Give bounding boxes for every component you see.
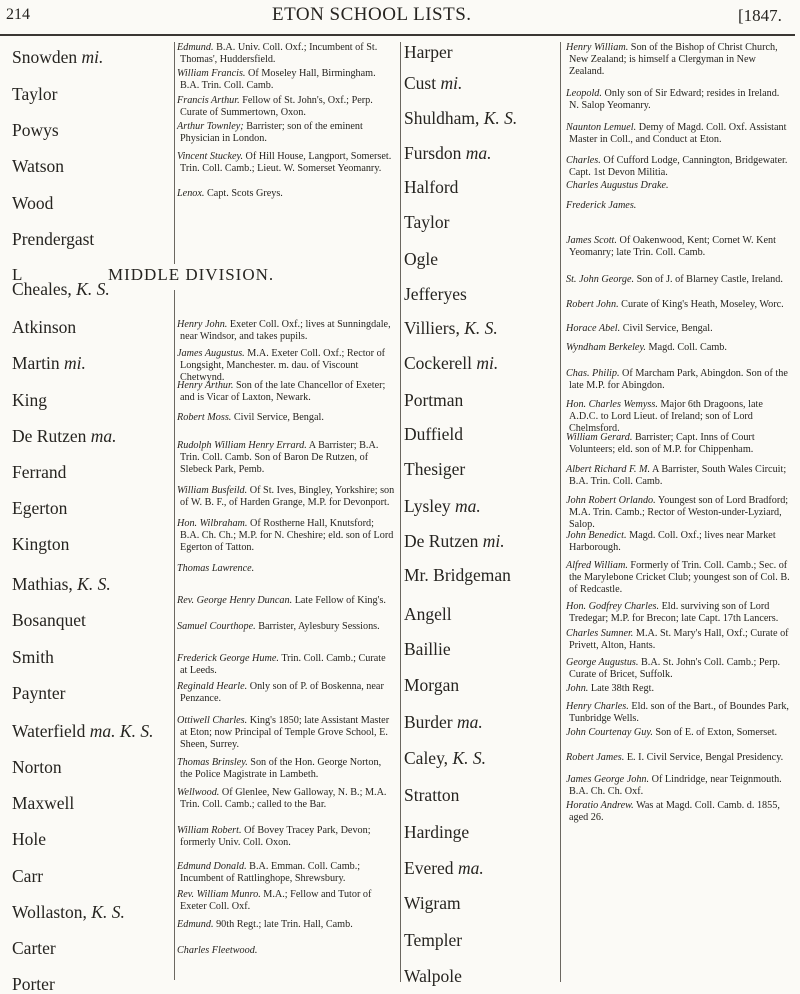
biography-entry — [566, 683, 791, 695]
biography-entry — [566, 464, 791, 488]
biography-entry — [177, 518, 395, 553]
name-suffix: ma. — [465, 143, 492, 163]
surname: Halford — [404, 177, 459, 197]
biography-entry — [177, 653, 395, 677]
surname-row — [12, 829, 46, 849]
surname-row — [404, 675, 459, 695]
given-names: Alfred William. — [566, 560, 628, 571]
biography-entry — [566, 601, 791, 625]
surname: Bosanquet — [12, 610, 86, 630]
surname: De Rutzen — [12, 426, 87, 446]
biography-entry — [566, 399, 791, 434]
surname: Hardinge — [404, 822, 470, 842]
surname: Ogle — [404, 249, 439, 269]
biography-text: Son of E. of Exton, Somerset. — [655, 727, 778, 738]
surname-row — [12, 390, 47, 410]
name-suffix: ma. — [90, 426, 117, 446]
surname: Smith — [12, 647, 54, 667]
biography-entry — [566, 560, 791, 595]
given-names: Horace Abel. — [566, 323, 621, 334]
surname: Duffield — [404, 424, 463, 444]
given-names: Charles Fleetwood. — [177, 945, 258, 956]
surname: Norton — [12, 757, 62, 777]
surname-row — [404, 496, 481, 516]
surname: Harper — [404, 42, 453, 62]
name-suffix: K. S. — [464, 318, 498, 338]
surname-row — [404, 604, 452, 624]
surname-row — [404, 284, 467, 304]
biography-entry — [566, 122, 791, 146]
biography-entry — [566, 432, 791, 456]
surname: Fursdon — [404, 143, 462, 163]
biography-text: Barrister; son of the eminent Physician in London. — [180, 121, 363, 144]
biography-entry — [177, 563, 395, 575]
surname: Powys — [12, 120, 59, 140]
biography-text: Trin. Coll. Camb.; Curate at Leeds. — [180, 653, 386, 676]
biography-entry — [177, 919, 395, 931]
surname-row — [12, 610, 86, 630]
surname: Watson — [12, 156, 65, 176]
surname: Portman — [404, 390, 464, 410]
biography-entry — [177, 825, 395, 849]
given-names: Henry Arthur. — [177, 380, 234, 391]
given-names: Henry William. — [566, 42, 629, 53]
biography-text: Of Bovey Tracey Park, Devon; formerly Univ. Coll. Oxon. — [180, 825, 371, 848]
name-suffix: mi. — [440, 73, 463, 93]
surname-row — [404, 143, 492, 163]
biography-entry — [177, 188, 395, 200]
biography-entry — [177, 42, 395, 66]
biography-text: Barrister, Aylesbury Sessions. — [258, 621, 380, 632]
surname-row — [404, 42, 453, 62]
name-suffix: mi. — [476, 353, 499, 373]
surname: Morgan — [404, 675, 460, 695]
biography-entry — [566, 495, 791, 530]
biography-entry — [566, 628, 791, 652]
biography-entry — [566, 342, 791, 354]
surname: Villiers, — [404, 318, 460, 338]
biography-text: Son of J. of Blarney Castle, Ireland. — [636, 274, 783, 285]
given-names: Edmund. — [177, 919, 214, 930]
surname: Cheales, — [12, 279, 72, 299]
biography-text: Son of the late Chancellor of Exeter; and is Vicar of Laxton, Newark. — [180, 380, 386, 403]
surname: Paynter — [12, 683, 66, 703]
surname-row — [404, 822, 469, 842]
given-names: Leopold. — [566, 88, 602, 99]
surname: Lysley — [404, 496, 451, 516]
biography-text: Of Moseley Hall, Birmingham. B.A. Trin. Coll. Camb. — [180, 68, 376, 91]
surname: Cust — [404, 73, 437, 93]
surname-row — [404, 531, 505, 551]
surname: Angell — [404, 604, 452, 624]
given-names: Robert Moss. — [177, 412, 232, 423]
biography-entry — [177, 440, 395, 475]
biography-text: Formerly of Trin. Coll. Camb.; Sec. of the Marylebone Cricket Club; youngest son of Col. B. of Redcastle. — [569, 560, 790, 595]
name-suffix: ma. K. S. — [89, 721, 154, 741]
biography-text: Late 38th Regt. — [590, 683, 654, 694]
biography-text: Magd. Coll. Oxf.; lives near Market Harborough. — [569, 530, 776, 553]
biography-entry — [566, 774, 791, 798]
surname-row — [404, 966, 462, 986]
biography-entry — [566, 42, 791, 77]
surname-row — [12, 902, 125, 922]
given-names: Rev. George Henry Duncan. — [177, 595, 293, 606]
name-suffix: K. S. — [77, 574, 111, 594]
header-rule — [0, 34, 795, 36]
surname-row — [12, 120, 59, 140]
surname-row — [12, 938, 56, 958]
page-number: 214 — [6, 6, 30, 23]
given-names: Charles. — [566, 155, 601, 166]
surname: Thesiger — [404, 459, 466, 479]
division-name: MIDDLE DIVISION. — [108, 265, 275, 284]
surname-row — [12, 974, 55, 994]
biography-entry — [177, 485, 395, 509]
biography-text: A Barrister, South Wales Circuit; B.A. Trin. Coll. Camb. — [569, 464, 787, 487]
surname: Martin — [12, 353, 60, 373]
surname: Snowden — [12, 47, 78, 67]
given-names: William Francis. — [177, 68, 246, 79]
given-names: Hon. Wilbraham. — [177, 518, 248, 529]
biography-entry — [566, 274, 791, 286]
column-divider — [560, 42, 561, 982]
surname: Templer — [404, 930, 463, 950]
given-names: John Courtenay Guy. — [566, 727, 653, 738]
biography-text: M.A. St. Mary's Hall, Oxf.; Curate of Privett, Alton, Hants. — [569, 628, 789, 651]
biography-text: Was at Magd. Coll. Camb. d. 1855, aged 26. — [569, 800, 780, 823]
surname: Evered — [404, 858, 454, 878]
biography-text: Of Cufford Lodge, Cannington, Bridgewater. Capt. 1st Devon Militia. — [569, 155, 788, 178]
running-title: ETON SCHOOL LISTS. — [272, 4, 472, 25]
surname: Atkinson — [12, 317, 77, 337]
surname-column-right — [404, 42, 554, 988]
biography-entry — [566, 200, 791, 212]
given-names: James Scott. — [566, 235, 617, 246]
biography-text: Capt. Scots Greys. — [207, 188, 283, 199]
given-names: Vincent Stuckey. — [177, 151, 243, 162]
biography-entry — [566, 800, 791, 824]
surname: Burder — [404, 712, 453, 732]
given-names: Naunton Lemuel. — [566, 122, 637, 133]
biography-text: Civil Service, Bengal. — [233, 412, 324, 423]
column-divider — [400, 42, 401, 982]
surname: Hole — [12, 829, 47, 849]
surname: Taylor — [404, 212, 450, 232]
given-names: Thomas Brinsley. — [177, 757, 248, 768]
biography-entry — [566, 657, 791, 681]
given-names: Charles Augustus Drake. — [566, 180, 669, 191]
biography-text: B.A. Univ. Coll. Oxf.; Incumbent of St. Thomas', Huddersfield. — [180, 42, 378, 65]
name-suffix: K. S. — [76, 279, 110, 299]
given-names: Rev. William Munro. — [177, 889, 261, 900]
surname: Cockerell — [404, 353, 473, 373]
surname: Carter — [12, 938, 56, 958]
given-names: John Robert Orlando. — [566, 495, 656, 506]
biography-text: Only son of Sir Edward; resides in Ireland. N. Salop Yeomanry. — [569, 88, 780, 111]
surname-row — [12, 534, 69, 554]
name-suffix: ma. — [455, 496, 481, 516]
division-letter: L — [12, 265, 23, 284]
biography-text: Fellow of St. John's, Oxf.; Perp. Curate of Summertown, Oxon. — [180, 95, 373, 118]
biography-entry — [566, 323, 791, 335]
biography-text: Barrister; Capt. Inns of Court Volunteers; eld. son of M.P. for Chippenham. — [569, 432, 755, 455]
biography-text: Magd. Coll. Camb. — [648, 342, 727, 353]
name-suffix: K. S. — [452, 748, 486, 768]
surname: De Rutzen — [404, 531, 479, 551]
surname-row — [404, 639, 451, 659]
year-label: [1847. — [738, 6, 782, 25]
name-suffix: ma. — [457, 858, 484, 878]
biography-entry — [566, 155, 791, 179]
given-names: Arthur Townley; — [177, 121, 244, 132]
biography-entry — [566, 88, 791, 112]
biography-text: Exeter Coll. Oxf.; lives at Sunningdale, near Windsor, and takes pupils. — [180, 319, 391, 342]
biography-text: Son of the Hon. George Norton, the Police Magistrate in Lambeth. — [180, 757, 382, 780]
biography-text: Only son of P. of Boskenna, near Penzance. — [180, 681, 384, 704]
surname-row — [404, 249, 438, 269]
surname: Wigram — [404, 893, 461, 913]
surname-row — [404, 318, 498, 338]
biography-text: Of Glenlee, New Galloway, N. B.; M.A. Trin. Coll. Camb.; called to the Bar. — [180, 787, 387, 810]
given-names: Ottiwell Charles. — [177, 715, 248, 726]
biography-entry — [566, 299, 791, 311]
biography-entry — [566, 235, 791, 259]
given-names: James Augustus. — [177, 348, 245, 359]
given-names: Lenox. — [177, 188, 205, 199]
surname: Kington — [12, 534, 70, 554]
given-names: Thomas Lawrence. — [177, 563, 255, 574]
biography-text: E. I. Civil Service, Bengal Presidency. — [626, 752, 784, 763]
biography-text: 90th Regt.; late Trin. Hall, Camb. — [216, 919, 353, 930]
surname: Mr. Bridgeman — [404, 565, 511, 585]
surname-row — [12, 574, 111, 594]
biography-entry — [566, 530, 791, 554]
biography-entry — [177, 348, 395, 383]
biography-column-right — [566, 42, 791, 988]
surname-row — [12, 866, 43, 886]
given-names: Frederick James. — [566, 200, 637, 211]
biography-text: B.A. St. John's Coll. Camb.; Perp. Curate of Bricet, Suffolk. — [569, 657, 781, 680]
given-names: Wellwood. — [177, 787, 220, 798]
surname-row — [12, 683, 65, 703]
biography-text: Of Marcham Park, Abingdon. Son of the late M.P. for Abingdon. — [569, 368, 788, 391]
surname-row — [404, 858, 484, 878]
surname-row — [12, 84, 57, 104]
given-names: Frederick George Hume. — [177, 653, 279, 664]
biography-text: Eld. surviving son of Lord Tredegar; M.P. for Brecon; late Capt. 17th Lancers. — [569, 601, 779, 624]
surname: Mathias, — [12, 574, 73, 594]
biography-entry — [177, 151, 395, 175]
surname-row — [12, 793, 74, 813]
surname: Maxwell — [12, 793, 75, 813]
column-divider — [174, 290, 175, 980]
biography-text: Of Lindridge, near Teignmouth. B.A. Ch. Ch. Oxf. — [569, 774, 782, 797]
given-names: Rudolph William Henry Errard. — [177, 440, 307, 451]
biography-entry — [177, 787, 395, 811]
surname-row — [404, 390, 463, 410]
name-suffix: K. S. — [91, 902, 125, 922]
biography-entry — [177, 681, 395, 705]
given-names: Horatio Andrew. — [566, 800, 634, 811]
biography-text: Demy of Magd. Coll. Oxf. Assistant Master in Coll., and Conduct at Eton. — [569, 122, 787, 145]
surname-row — [12, 317, 76, 337]
biography-column-left — [177, 42, 395, 988]
biography-text: B.A. Emman. Coll. Camb.; Incumbent of Rattlinghope, Shrewsbury. — [180, 861, 361, 884]
given-names: Francis Arthur. — [177, 95, 240, 106]
surname: Wollaston, — [12, 902, 87, 922]
biography-entry — [177, 380, 395, 404]
biography-entry — [566, 701, 791, 725]
surname-column-left — [12, 42, 172, 994]
surname: Porter — [12, 974, 55, 994]
given-names: St. John George. — [566, 274, 635, 285]
surname-row — [12, 47, 103, 67]
biography-text: Of St. Ives, Bingley, Yorkshire; son of W. B. F., of Harden Grange, M.P. for Devonport. — [180, 485, 395, 508]
biography-text: Of Rostherne Hall, Knutsford; B.A. Ch. Ch.; M.P. for N. Cheshire; eld. son of Lord Egerton of Tatton. — [180, 518, 394, 553]
surname: Shuldham, — [404, 108, 480, 128]
given-names: Edmund. — [177, 42, 214, 53]
biography-text: Late Fellow of King's. — [294, 595, 386, 606]
biography-entry — [177, 121, 395, 145]
column-divider — [174, 42, 175, 264]
biography-text: Eld. son of the Bart., of Boundes Park, Tunbridge Wells. — [569, 701, 789, 724]
surname: Taylor — [12, 84, 58, 104]
surname-row — [404, 212, 449, 232]
surname-row — [12, 426, 117, 446]
given-names: Reginald Hearle. — [177, 681, 248, 692]
name-suffix: K. S. — [483, 108, 518, 128]
biography-text: A Barrister; B.A. Trin. Coll. Camb. Son of Baron De Rutzen, of Slebeck Park, Pemb. — [180, 440, 379, 475]
surname-row — [404, 712, 483, 732]
biography-entry — [177, 945, 395, 957]
biography-text: Civil Service, Bengal. — [622, 323, 713, 334]
surname: Ferrand — [12, 462, 67, 482]
surname-row — [404, 893, 461, 913]
biography-text: King's 1850; late Assistant Master at Eton; now Principal of Temple Grove School, E. Sheen, Surrey. — [180, 715, 390, 750]
name-suffix: mi. — [64, 353, 86, 373]
surname-row — [404, 748, 486, 768]
surname: King — [12, 390, 47, 410]
given-names: John Benedict. — [566, 530, 627, 541]
given-names: Albert Richard F. M. — [566, 464, 651, 475]
biography-entry — [566, 727, 791, 739]
biography-entry — [566, 180, 791, 192]
surname-row — [404, 108, 517, 128]
surname: Stratton — [404, 785, 460, 805]
biography-entry — [566, 752, 791, 764]
biography-text: Youngest son of Lord Bradford; M.A. Trin. Camb.; Rector of Weston-under-Lyziard, Salop. — [569, 495, 789, 530]
biography-entry — [177, 621, 395, 633]
biography-text: Of Oakenwood, Kent; Cornet W. Kent Yeomanry; late Trin. Coll. Camb. — [569, 235, 776, 258]
biography-entry — [177, 757, 395, 781]
given-names: Robert James. — [566, 752, 625, 763]
given-names: Samuel Courthope. — [177, 621, 256, 632]
surname: Waterfield — [12, 721, 86, 741]
biography-entry — [177, 595, 395, 607]
surname-row — [12, 721, 153, 741]
biography-text: M.A.; Fellow and Tutor of Exeter Coll. Oxf. — [180, 889, 372, 912]
surname: Egerton — [12, 498, 68, 518]
given-names: William Gerard. — [566, 432, 633, 443]
biography-entry — [177, 889, 395, 913]
surname-row — [12, 498, 67, 518]
surname: Caley, — [404, 748, 449, 768]
biography-text: M.A. Exeter Coll. Oxf.; Rector of Longsight, Manchester. m. dau. of Viscount Chetwynd. — [180, 348, 386, 383]
name-suffix: ma. — [456, 712, 483, 732]
surname: Jefferyes — [404, 284, 467, 304]
surname-row — [12, 279, 110, 299]
surname-row — [404, 424, 463, 444]
surname-row — [404, 73, 462, 93]
given-names: Chas. Philip. — [566, 368, 620, 379]
name-suffix: mi. — [482, 531, 505, 551]
surname-row — [12, 353, 86, 373]
surname-row — [404, 565, 511, 585]
surname: Wood — [12, 193, 54, 213]
given-names: Henry John. — [177, 319, 228, 330]
surname-row — [404, 353, 498, 373]
surname-row — [404, 785, 459, 805]
given-names: Wyndham Berkeley. — [566, 342, 646, 353]
surname-row — [12, 462, 66, 482]
surname: Walpole — [404, 966, 462, 986]
biography-entry — [177, 319, 395, 343]
given-names: Edmund Donald. — [177, 861, 247, 872]
given-names: Henry Charles. — [566, 701, 629, 712]
surname: Carr — [12, 866, 44, 886]
surname-row — [12, 229, 94, 249]
surname: Baillie — [404, 639, 451, 659]
given-names: Charles Sumner. — [566, 628, 634, 639]
biography-entry — [566, 368, 791, 392]
surname-row — [12, 193, 53, 213]
biography-entry — [177, 861, 395, 885]
biography-text: Of Hill House, Langport, Somerset. Trin. Coll. Camb.; Lieut. W. Somerset Yeomanry. — [180, 151, 392, 174]
given-names: William Busfeild. — [177, 485, 248, 496]
biography-entry — [177, 715, 395, 750]
biography-entry — [177, 68, 395, 92]
given-names: James George John. — [566, 774, 650, 785]
surname-row — [404, 459, 465, 479]
given-names: John. — [566, 683, 589, 694]
biography-text: Curate of King's Heath, Moseley, Worc. — [621, 299, 784, 310]
surname: Prendergast — [12, 229, 95, 249]
biography-entry — [177, 412, 395, 424]
surname-row — [12, 156, 64, 176]
given-names: Hon. Charles Wemyss. — [566, 399, 658, 410]
surname-row — [404, 930, 462, 950]
given-names: Robert John. — [566, 299, 619, 310]
surname-row — [12, 647, 54, 667]
biography-text: Major 6th Dragoons, late A.D.C. to Lord Lieut. of Ireland; son of Lord Chelmsford. — [569, 399, 763, 434]
biography-entry — [177, 95, 395, 119]
surname-row — [12, 757, 62, 777]
surname-row — [404, 177, 458, 197]
given-names: Hon. Godfrey Charles. — [566, 601, 660, 612]
name-suffix: mi. — [81, 47, 104, 67]
given-names: William Robert. — [177, 825, 242, 836]
biography-text: Son of the Bishop of Christ Church, New Zealand; is himself a Clergyman in New Zealand. — [569, 42, 778, 77]
given-names: George Augustus. — [566, 657, 639, 668]
